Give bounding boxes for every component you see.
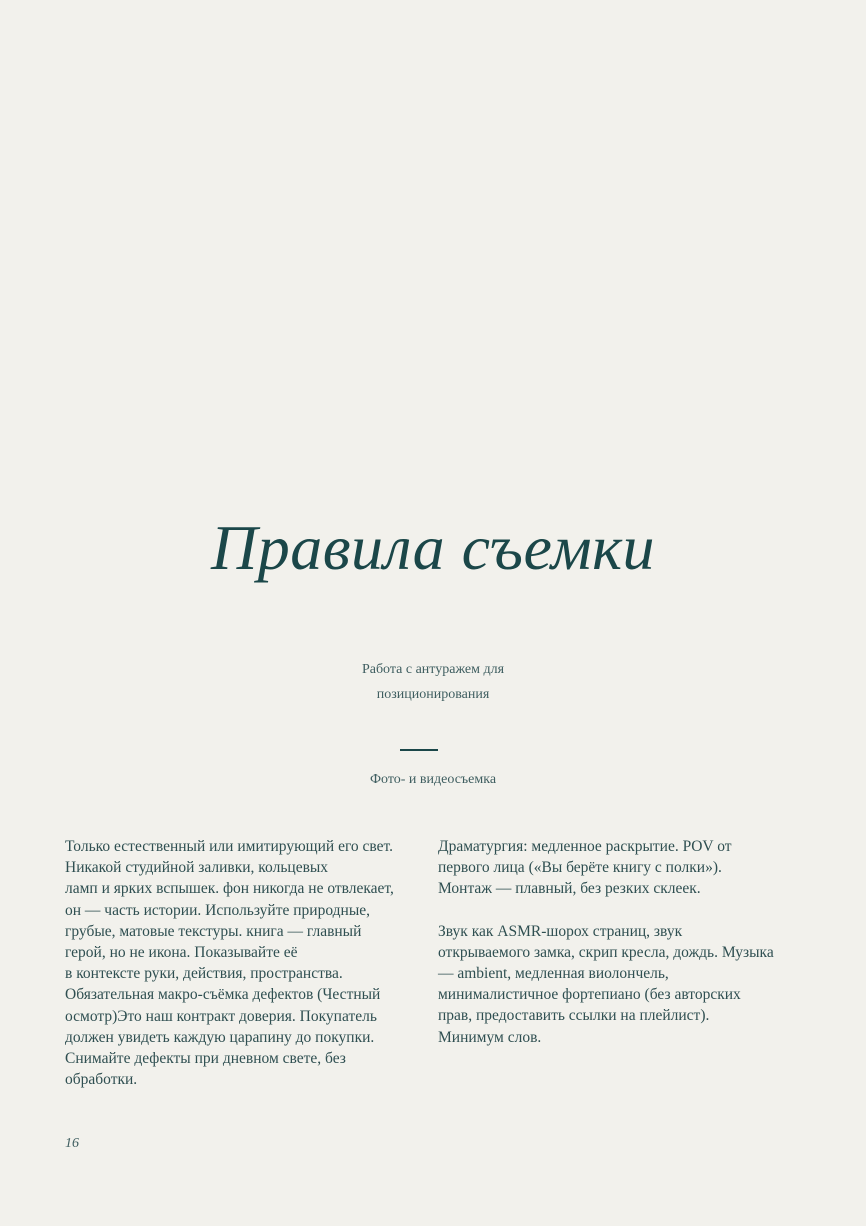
page-number: 16 <box>65 1136 79 1151</box>
left-paragraph: Только естественный или имитирующий его свет. Никакой студийной заливки, кольцевых ламп и ярких вспышек. фон никогда не отвлекает, он — часть истории. Используйте природные, грубые, матовые текстуры. книга — главный герой, но не икона. Показывайте её в контексте руки, действия, пространства. Обязательная макро-съёмка дефектов (Честный осмотр)Это наш контракт доверия. Покупатель должен увидеть каждую царапину до покупки. Снимайте дефекты при дневном свете, без обработки. <box>65 838 394 1089</box>
right-paragraph-dramaturgy: Драматургия: медленное раскрытие. POV от первого лица («Вы берёте книгу с полки»). Монтаж — плавный, без резких склеек. <box>438 838 732 898</box>
right-paragraph-sound: Звук как ASMR-шорох страниц, звук открываемого замка, скрип кресла, дождь. Музыка — ambient, медленная виолончель, минималистичное фортепиано (без авторских прав, предоставить ссылки на плейлист). Минимум слов. <box>438 922 774 1046</box>
page-subtitle: Работа с антуражем для позиционирования <box>361 662 505 702</box>
section-divider <box>400 749 438 751</box>
left-text-column <box>65 836 425 1090</box>
right-text-column <box>438 836 808 1048</box>
section-label: Фото- и видеосъемка <box>369 772 497 787</box>
page-title: Правила съемки <box>210 512 656 583</box>
